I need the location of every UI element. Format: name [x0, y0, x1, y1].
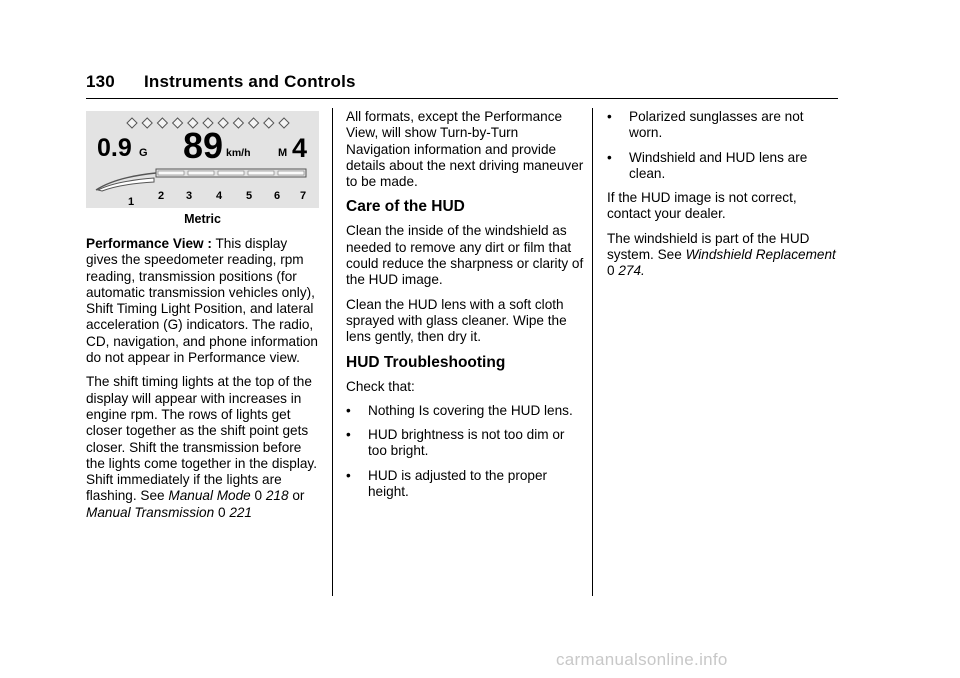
page-ref-glyph: 0	[254, 488, 263, 504]
bullet-text: Windshield and HUD lens are clean.	[629, 149, 808, 181]
shift-light-icon	[127, 118, 137, 128]
windshield-text: The windshield is part of the HUD system. See	[607, 230, 810, 263]
column-3	[607, 109, 837, 288]
gear-value: 4	[292, 133, 308, 163]
shift-light-icon	[157, 118, 167, 128]
manual-transmission-link[interactable]: Manual Transmission	[86, 504, 215, 520]
care-paragraph-1: Clean the inside of the windshield as needed to remove any dirt or film that could reduce the sharpness or clarity of the HUD image.	[346, 223, 584, 288]
shift-lights-text: The shift timing lights at the top of the display will appear with increases in engine rpm. The rows of lights get closer together as the shift point gets closer. Shift the transmission before the lights come together in the display. Shift immediately if the lights are flashing. See	[86, 374, 317, 504]
g-unit: G	[139, 147, 148, 159]
bullet-glyph: •	[607, 109, 612, 124]
page-ref-glyph: 0	[607, 263, 615, 279]
list-item	[607, 150, 837, 183]
g-value: 0.9	[97, 134, 132, 162]
figure-caption: Metric	[184, 212, 221, 226]
gear-mode: M	[278, 147, 288, 159]
speed-value: 89	[183, 125, 224, 166]
page-number: 130	[86, 72, 115, 91]
or-text: or	[288, 488, 305, 504]
list-item	[346, 403, 584, 419]
windshield-replacement-link[interactable]: Windshield Replacement	[685, 247, 836, 263]
tach-bar-segments	[158, 171, 304, 175]
tach-segment	[188, 171, 214, 175]
page-ref-glyph: 0	[217, 504, 226, 520]
shift-light-icon	[173, 118, 183, 128]
column-divider-2	[592, 108, 593, 596]
header-rule	[86, 98, 838, 99]
page-header	[86, 72, 838, 98]
speed-unit: km/h	[226, 147, 251, 159]
rpm-label: 1	[128, 196, 135, 208]
bullet-glyph: •	[346, 402, 351, 418]
rpm-label: 7	[300, 190, 307, 202]
tach-segment	[278, 171, 304, 175]
performance-view-text: This display gives the speedometer reading, rpm reading, transmission positions (for automatic transmission vehicles only), Shift Timing Light Position, and lateral acceleration (G) indicators. The radio, CD, navigation, and phone information do not appear in Performance view.	[86, 236, 318, 366]
care-heading: Care of the HUD	[346, 198, 465, 216]
windshield-paragraph	[607, 231, 837, 280]
shift-light-icon	[279, 118, 289, 128]
rpm-label: 2	[158, 190, 165, 202]
formats-paragraph: All formats, except the Performance View, will show Turn-by-Turn Navigation information and provide details about the next driving maneuver to be made.	[346, 109, 584, 190]
performance-view-label: Performance View :	[86, 236, 212, 251]
care-paragraph-2: Clean the HUD lens with a soft cloth sprayed with glass cleaner. Wipe the lens gently, then dry it.	[346, 296, 567, 345]
bullet-text: HUD brightness is not too dim or too bright.	[368, 427, 565, 459]
list-item	[607, 109, 837, 142]
shift-light-icon	[264, 118, 274, 128]
check-that-text: Check that:	[346, 378, 415, 394]
shift-light-icon	[249, 118, 259, 128]
rpm-label: 3	[186, 190, 193, 202]
column-1	[86, 236, 322, 529]
column-divider-1	[332, 108, 333, 596]
section-title: Instruments and Controls	[144, 72, 356, 91]
tach-segment	[158, 171, 184, 175]
rpm-label: 5	[246, 190, 253, 202]
tach-segment	[218, 171, 244, 175]
list-item	[346, 427, 584, 460]
manual-mode-link[interactable]: Manual Mode	[168, 488, 251, 504]
bullet-glyph: •	[346, 467, 351, 483]
rpm-label: 6	[274, 190, 281, 202]
performance-view-paragraph	[86, 236, 322, 366]
shift-lights-paragraph	[86, 374, 322, 521]
column-2	[346, 109, 584, 508]
bullet-text: Polarized sunglasses are not worn.	[629, 109, 804, 141]
manual-transmission-page[interactable]: 221	[229, 504, 252, 520]
troubleshooting-heading: HUD Troubleshooting	[346, 353, 506, 371]
tach-segment	[248, 171, 274, 175]
list-item	[346, 468, 584, 501]
windshield-ref-suffix: .	[641, 263, 645, 279]
bullet-glyph: •	[607, 149, 612, 165]
incorrect-image-paragraph: If the HUD image is not correct, contact your dealer.	[607, 190, 797, 222]
bullet-text: Nothing Is covering the HUD lens.	[368, 402, 573, 418]
watermark: carmanualsonline.info	[556, 650, 728, 669]
hud-display-illustration	[86, 111, 319, 208]
shift-light-icon	[142, 118, 152, 128]
shift-light-icon	[233, 118, 243, 128]
windshield-replacement-page[interactable]: 274	[618, 263, 642, 279]
manual-mode-page[interactable]: 218	[265, 488, 289, 504]
bullet-glyph: •	[346, 427, 351, 443]
hud-performance-view-figure	[86, 111, 319, 208]
rpm-label: 4	[216, 190, 223, 202]
rpm-scale-labels	[128, 190, 306, 208]
bullet-text: HUD is adjusted to the proper height.	[368, 467, 548, 500]
